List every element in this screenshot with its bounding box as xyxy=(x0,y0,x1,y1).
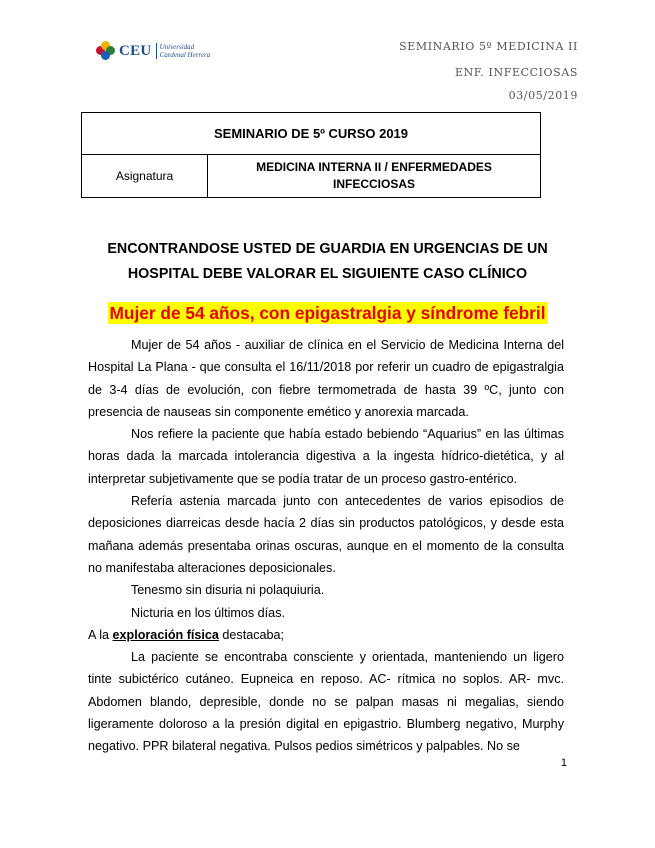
paragraph-exploration: A la exploración física destacaba; xyxy=(88,627,285,642)
paragraph: Mujer de 54 años - auxiliar de clínica en el Servicio de Medicina Interna del Hospital La Plana - que consulta el 16/11/2018 por referir un cuadro de epigastralgia de 3-4 días de evolución, con fiebre termometrada de hasta 39 ºC, junto con presencia de nauseas sin componente emético y anorexia marcada. xyxy=(88,338,564,419)
paragraph: Nos refiere la paciente que había estado bebiendo “Aquarius” en las últimas horas dada la marcada intolerancia digestiva a la ingesta hídrico-dietética, y al interpretar subjetivamente que se podía tratar de un proceso gastro-entérico. xyxy=(88,427,564,486)
header-subject: ENF. INFECCIOSAS xyxy=(454,66,578,79)
exploration-term: exploración física xyxy=(112,627,219,642)
table-title: SEMINARIO DE 5º CURSO 2019 xyxy=(82,113,541,155)
logo-subtitle: Universidad Cardenal Herrera xyxy=(156,43,211,59)
university-logo xyxy=(96,41,210,61)
paragraph: La paciente se encontraba consciente y orientada, manteniendo un ligero tinte subictérico cutáneo. Eupneica en reposo. AC- rítmica no soplos. AR- mvc. Abdomen blando, depresible, donde no se palpan masas ni megalias, siendo ligeramente doloroso a la presión digital en epigastrio. Blumberg negativo, Murphy negativo. PPR bilateral negativa. Pulsos pedios simétricos y palpables. No se xyxy=(88,650,564,754)
page-number: 1 xyxy=(560,757,567,769)
header-date: 03/05/2019 xyxy=(508,89,578,102)
subject-label: Asignatura xyxy=(82,155,208,198)
subject-value: MEDICINA INTERNA II / ENFERMEDADES INFECCIOSAS xyxy=(208,155,541,198)
ceu-logo-icon xyxy=(96,41,116,61)
paragraph: Refería astenia marcada junto con antecedentes de varios episodios de deposiciones diarreicas desde hacía 2 días sin productos patológicos, y desde esta mañana además presentaba orinas oscuras, aunque en el momento de la consulta no manifestaba alteraciones deposicionales. xyxy=(88,494,564,575)
case-heading: ENCONTRANDOSE USTED DE GUARDIA EN URGENCIAS DE UN HOSPITAL DEBE VALORAR EL SIGUIENTE CASO CLÍNICO xyxy=(107,241,548,282)
paragraph: Nicturia en los últimos días. xyxy=(131,605,285,620)
case-description xyxy=(88,334,564,758)
logo-text: CEU xyxy=(119,42,152,59)
paragraph: Tenesmo sin disuria ni polaquiuria. xyxy=(131,583,325,598)
seminar-info-table xyxy=(81,112,541,198)
case-title: Mujer de 54 años, con epigastralgia y síndrome febril xyxy=(109,303,546,323)
header-seminar: SEMINARIO 5º MEDICINA II xyxy=(399,40,578,53)
